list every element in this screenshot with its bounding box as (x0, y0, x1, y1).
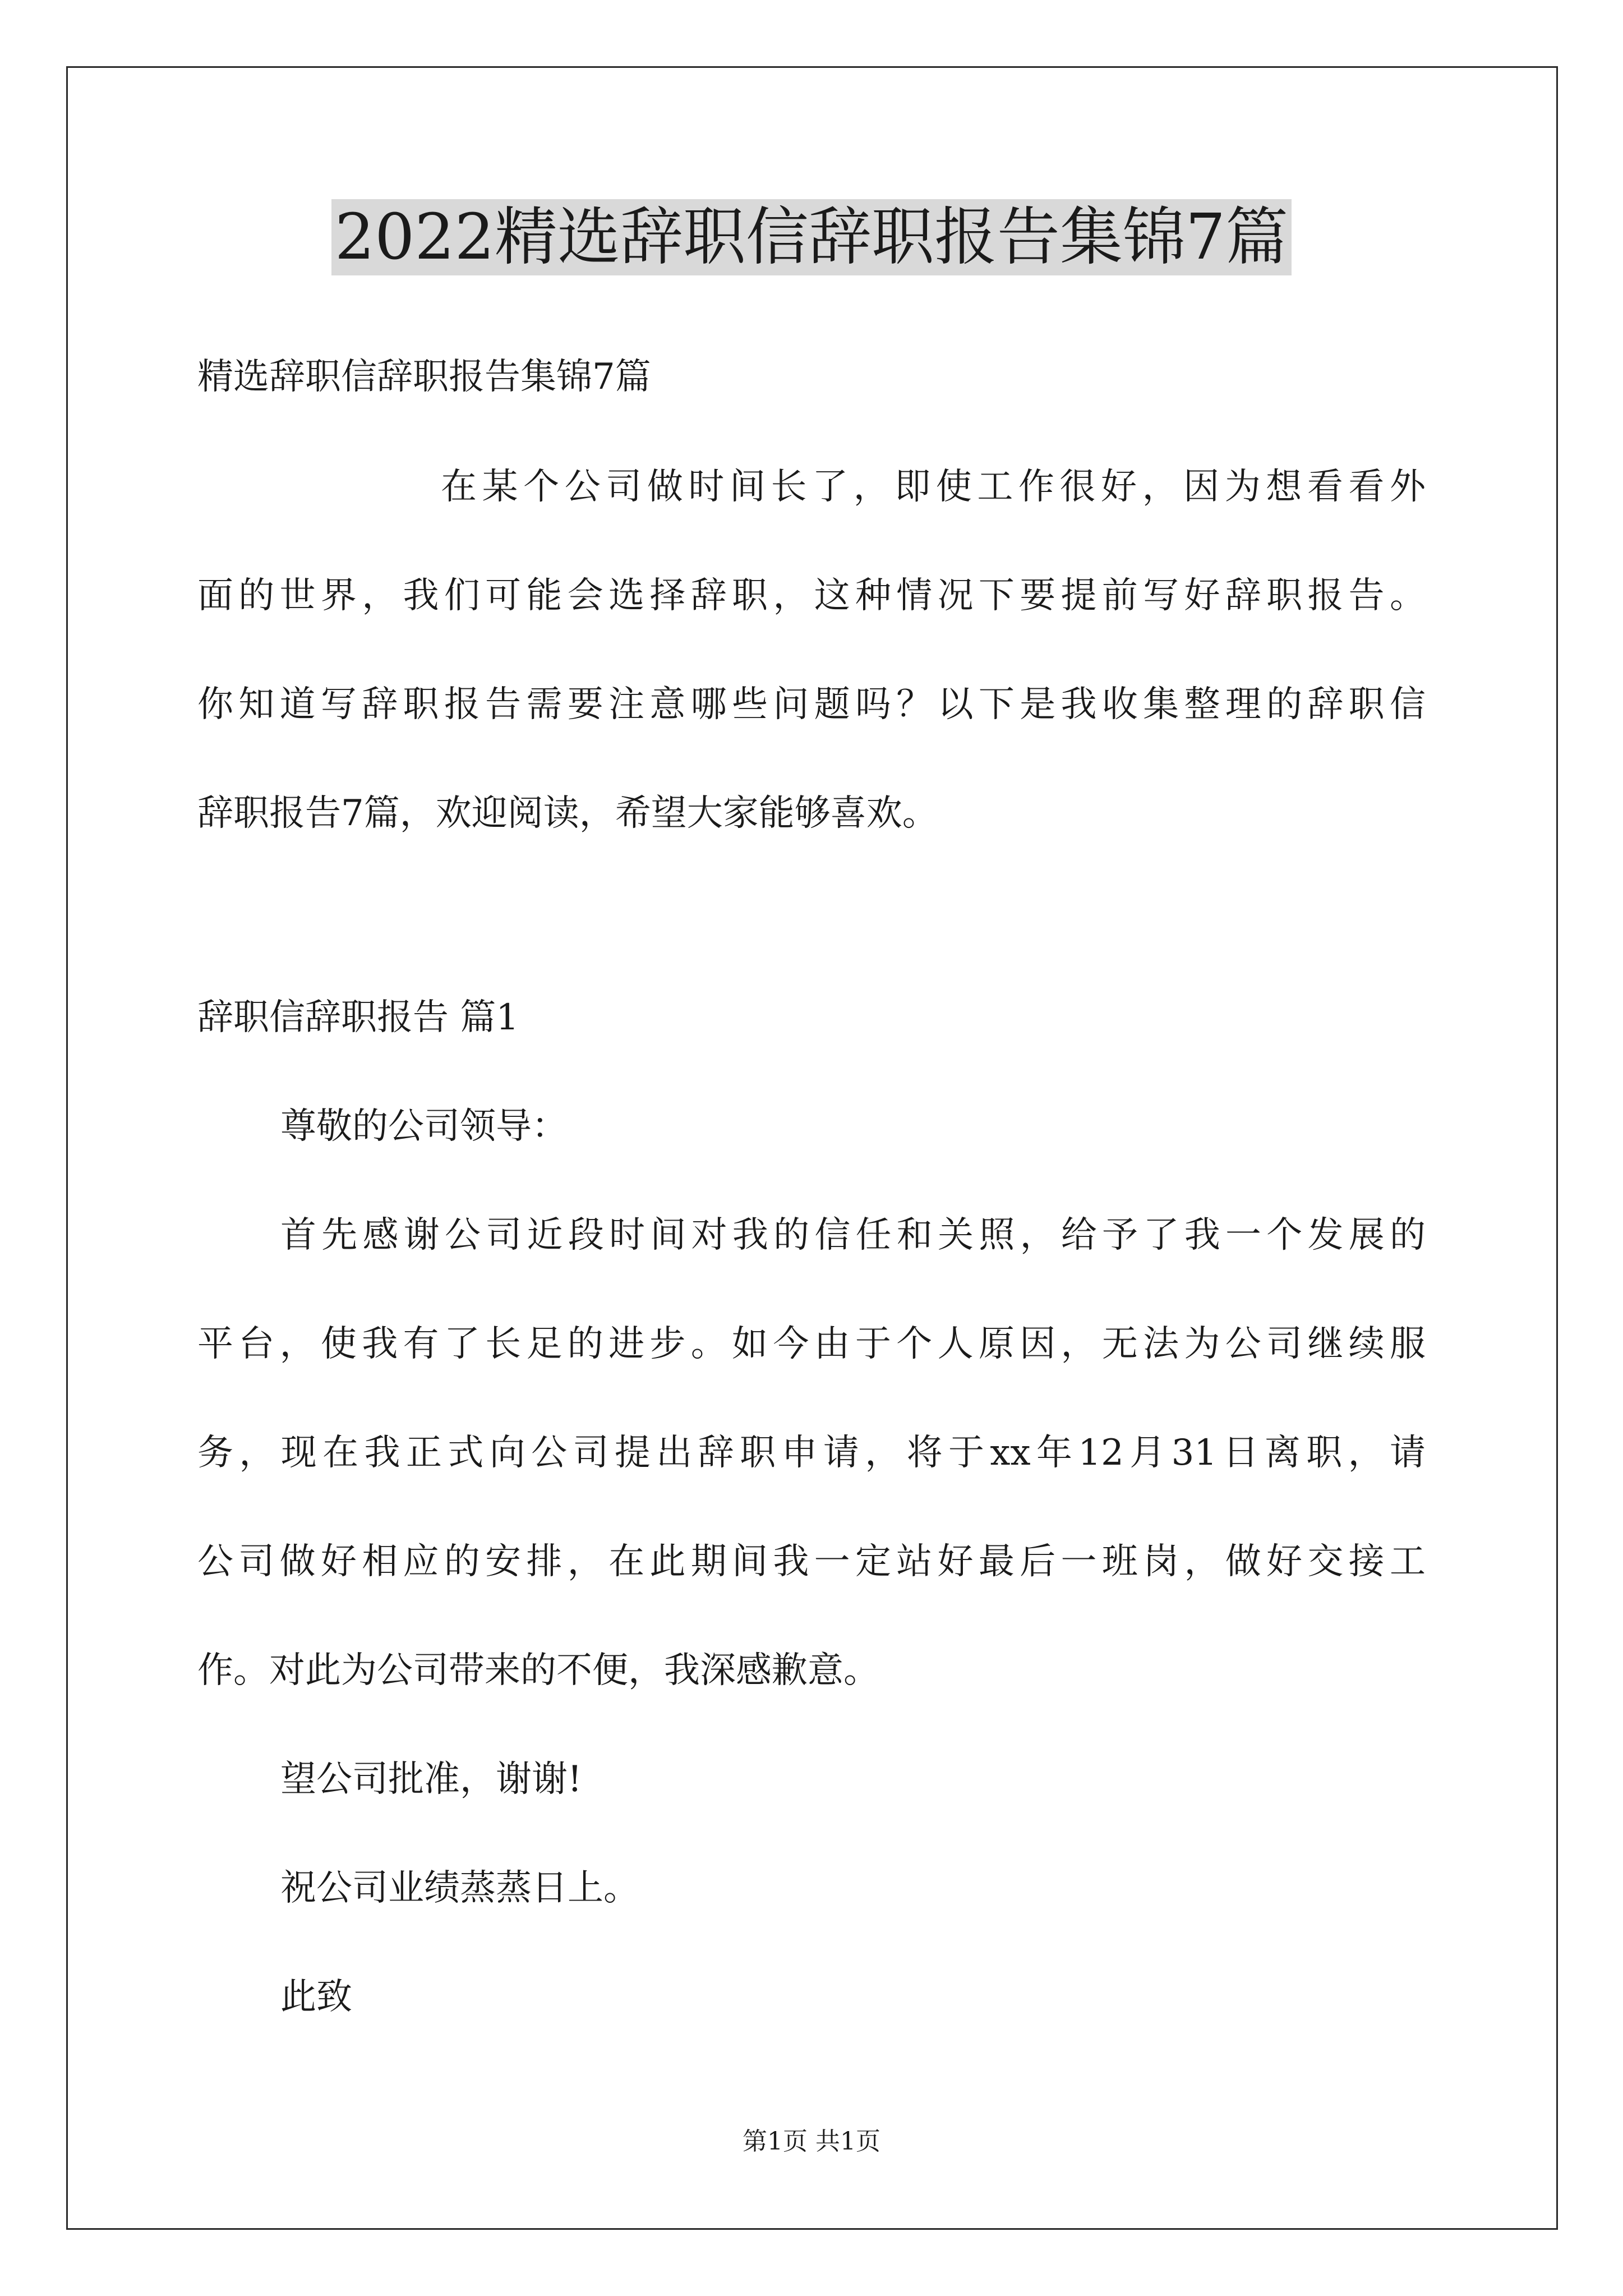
body-line-2: 平台，使我有了长足的进步。如今由于个人原因，无法为公司继续服 (197, 1323, 1426, 1365)
intro-line-4: 辞职报告7篇，欢迎阅读，希望大家能够喜欢。 (197, 793, 938, 834)
intro-line-3: 你知道写辞职报告需要注意哪些问题吗？以下是我收集整理的辞职信 (197, 684, 1426, 725)
body-line-5: 作。对此为公司带来的不便，我深感歉意。 (197, 1650, 879, 1691)
intro-line-2: 面的世界，我们可能会选择辞职，这种情况下要提前写好辞职报告。 (197, 575, 1426, 616)
body-line-1: 首先感谢公司近段时间对我的信任和关照，给予了我一个发展的 (280, 1214, 1426, 1256)
document-title-wrap (0, 199, 1623, 275)
document-title: 2022精选辞职信辞职报告集锦7篇 (331, 199, 1292, 275)
body-line-4: 公司做好相应的安排，在此期间我一定站好最后一班岗，做好交接工 (197, 1541, 1426, 1582)
closing-line-1: 望公司批准，谢谢! (280, 1759, 582, 1800)
intro-line-1: 在某个公司做时间长了，即使工作很好，因为想看看外 (441, 466, 1426, 508)
closing-line-3: 此致 (280, 1976, 352, 2018)
salutation: 尊敬的公司领导： (280, 1106, 568, 1147)
closing-line-2: 祝公司业绩蒸蒸日上。 (280, 1867, 639, 1909)
document-subtitle: 精选辞职信辞职报告集锦7篇 (197, 356, 651, 398)
section-heading: 辞职信辞职报告 篇1 (197, 997, 519, 1038)
page-indicator: 第1页 共1页 (743, 2127, 880, 2156)
body-line-3: 务，现在我正式向公司提出辞职申请，将于xx年12月31日离职，请 (197, 1432, 1426, 1474)
